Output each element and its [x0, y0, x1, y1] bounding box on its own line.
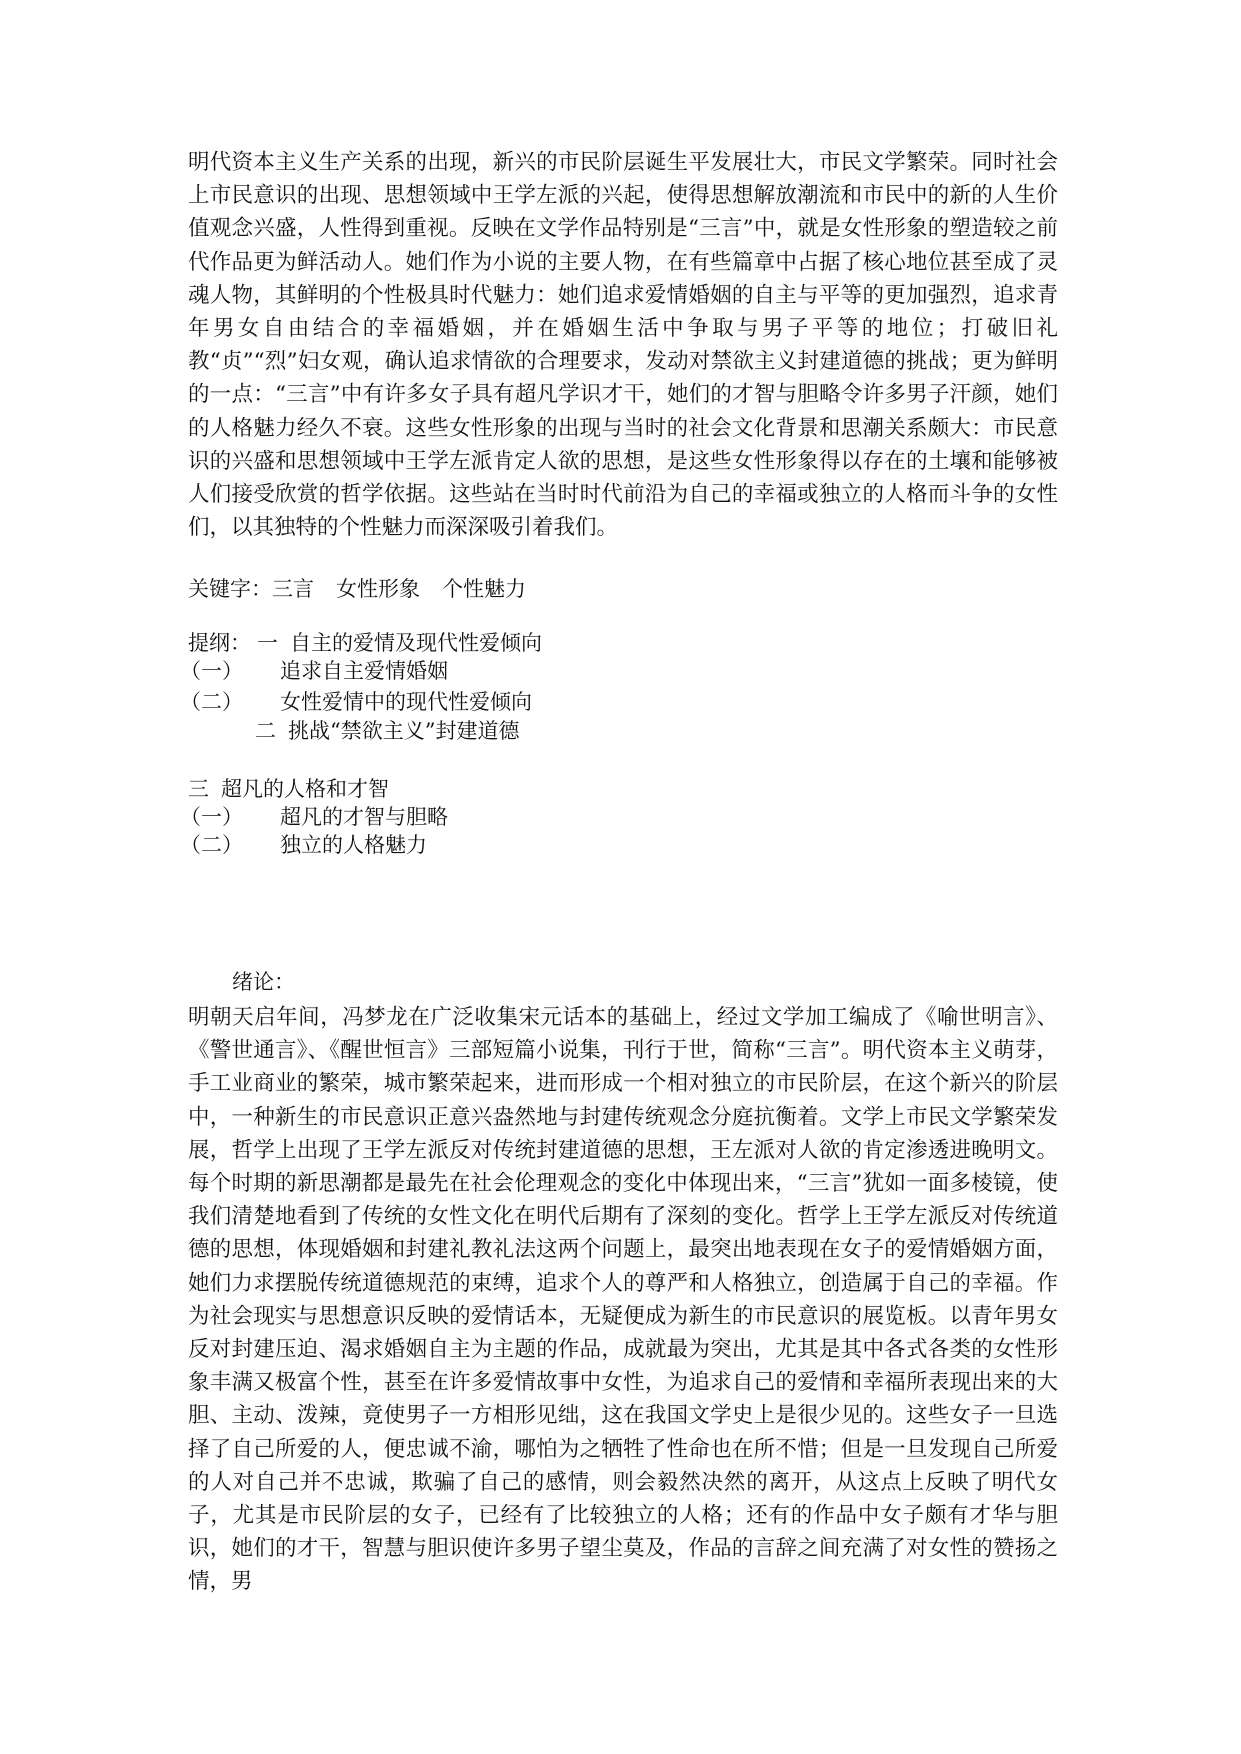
keywords-label: 关键字：: [188, 577, 272, 601]
intro-heading: 绪论：: [232, 970, 295, 994]
outline-text: 超凡的人格和才智: [221, 777, 389, 801]
keywords-line: [188, 574, 548, 604]
outline-text: 女性爱情中的现代性爱倾向: [280, 690, 532, 714]
keyword: 个性魅力: [442, 577, 526, 601]
keyword: 三言: [272, 577, 314, 601]
outline-number: 一: [257, 631, 278, 655]
outline-item: [180, 802, 448, 832]
outline-item: [180, 830, 427, 860]
outline-number: （二）: [180, 833, 243, 857]
outline-text: 超凡的才智与胆略: [280, 805, 448, 829]
outline-item: [255, 716, 519, 746]
outline-item: [180, 687, 532, 717]
outline-text: 挑战“禁欲主义”封建道德: [288, 719, 520, 743]
outline-number: 二: [255, 719, 276, 743]
outline-number: （二）: [180, 690, 243, 714]
outline-text: 追求自主爱情婚姻: [280, 659, 448, 683]
outline-text: 独立的人格魅力: [280, 833, 427, 857]
outline-number: 三: [188, 777, 209, 801]
outline-number: （一）: [180, 805, 243, 829]
outline-number: （一）: [180, 659, 243, 683]
outline-item: [188, 774, 389, 804]
keyword: 女性形象: [336, 577, 420, 601]
outline-label: 提纲：: [188, 631, 251, 655]
outline-item: [180, 656, 448, 686]
outline-text: 自主的爱情及现代性爱倾向: [290, 631, 542, 655]
intro-paragraph: 明朝天启年间，冯梦龙在广泛收集宋元话本的基础上，经过文学加工编成了《喻世明言》、《警世通言》、《醒世恒言》三部短篇小说集，刊行于世，简称“三言”。明代资本主义萌芽，手工业商业的繁荣，城市繁荣起来，进而形成一个相对独立的市民阶层，在这个新兴的阶层中，一种新生的市民意识正意兴盎然地与封建传统观念分庭抗衡着。文学上市民文学繁荣发展，哲学上出现了王学左派反对传统封建道德的思想，王左派对人欲的肯定渗透进晚明文。每个时期的新思潮都是最先在社会伦理观念的变化中体现出来，“三言”犹如一面多棱镜，使我们清楚地看到了传统的女性文化在明代后期有了深刻的变化。哲学上王学左派反对传统道德的思想，体现婚姻和封建礼教礼法这两个问题上，最突出地表现在女子的爱情婚姻方面，她们力求摆脱传统道德规范的束缚，追求个人的尊严和人格独立，创造属于自己的幸福。作为社会现实与思想意识反映的爱情话本，无疑便成为新生的市民意识的展览板。以青年男女反对封建压迫、渴求婚姻自主为主题的作品，成就最为突出，尤其是其中各式各类的女性形象丰满又极富个性，甚至在许多爱情故事中女性，为追求自己的爱情和幸福所表现出来的大胆、主动、泼辣，竟使男子一方相形见绌，这在我国文学史上是很少见的。这些女子一旦选择了自己所爱的人，便忠诚不渝，哪怕为之牺牲了性命也在所不惜；但是一旦发现自己所爱的人对自己并不忠诚，欺骗了自己的感情，则会毅然决然的离开，从这点上反映了明代女子，尤其是市民阶层的女子，已经有了比较独立的人格；还有的作品中女子颇有才华与胆识，她们的才干，智慧与胆识使许多男子望尘莫及，作品的言辞之间充满了对女性的赞扬之情，男: [188, 1005, 1058, 1595]
outline-item: [188, 628, 542, 658]
abstract-paragraph: 明代资本主义生产关系的出现，新兴的市民阶层诞生平发展壮大，市民文学繁荣。同时社会上市民意识的出现、思想领域中王学左派的兴起，使得思想解放潮流和市民中的新的人生价值观念兴盛，人性得到重视。反映在文学作品特别是“三言”中，就是女性形象的塑造较之前代作品更为鲜活动人。她们作为小说的主要人物，在有些篇章中占据了核心地位甚至成了灵魂人物，其鲜明的个性极具时代魅力：她们追求爱情婚姻的自主与平等的更加强烈，追求青年男女自由结合的幸福婚姻，并在婚姻生活中争取与男子平等的地位；打破旧礼教“贞”“烈”妇女观，确认追求情欲的合理要求，发动对禁欲主义封建道德的挑战；更为鲜明的一点：“三言”中有许多女子具有超凡学识才干，她们的才智与胆略令许多男子汗颜，她们的人格魅力经久不衰。这些女性形象的出现与当时的社会文化背景和思潮关系颇大：市民意识的兴盛和思想领域中王学左派肯定人欲的思想，是这些女性形象得以存在的土壤和能够被人们接受欣赏的哲学依据。这些站在当时时代前沿为自己的幸福或独立的人格而斗争的女性们，以其独特的个性魅力而深深吸引着我们。: [188, 150, 1058, 541]
